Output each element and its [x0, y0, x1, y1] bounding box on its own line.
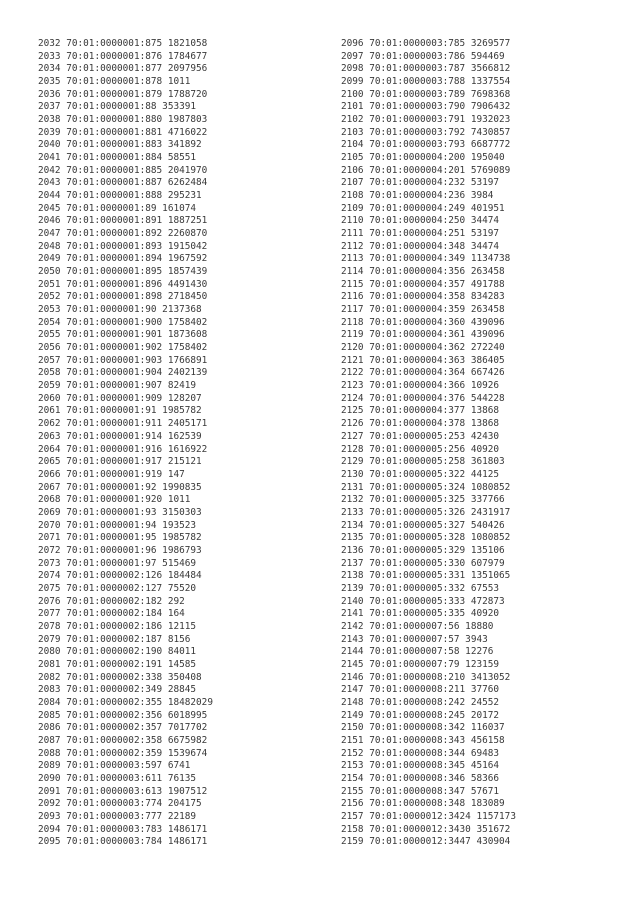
- record-row: 2107 70:01:0000004:232 53197: [341, 177, 500, 189]
- record-row: 2124 70:01:0000004:376 544228: [341, 392, 505, 404]
- record-row: 2104 70:01:0000003:793 6687772: [341, 139, 511, 151]
- record-row: 2089 70:01:0000003:597 6741: [38, 760, 191, 772]
- record-row: 2156 70:01:0000008:348 183089: [341, 798, 505, 810]
- record-row: 2042 70:01:0000001:885 2041970: [38, 164, 208, 176]
- record-row: 2054 70:01:0000001:900 1758402: [38, 316, 208, 328]
- record-row: 2045 70:01:0000001:89 161074: [38, 202, 197, 214]
- record-row: 2059 70:01:0000001:907 82419: [38, 380, 197, 392]
- record-row: 2119 70:01:0000004:361 439096: [341, 329, 505, 341]
- record-row: 2051 70:01:0000001:896 4491430: [38, 278, 208, 290]
- record-row: 2083 70:01:0000002:349 28845: [38, 684, 197, 696]
- record-row: 2061 70:01:0000001:91 1985782: [38, 405, 202, 417]
- record-row: 2040 70:01:0000001:883 341892: [38, 139, 202, 151]
- record-row: 2079 70:01:0000002:187 8156: [38, 633, 191, 645]
- record-row: 2080 70:01:0000002:190 84011: [38, 646, 197, 658]
- record-row: 2094 70:01:0000003:783 1486171: [38, 823, 208, 835]
- record-row: 2137 70:01:0000005:330 607979: [341, 557, 505, 569]
- record-row: 2106 70:01:0000004:201 5769089: [341, 164, 511, 176]
- record-row: 2125 70:01:0000004:377 13868: [341, 405, 500, 417]
- record-row: 2143 70:01:0000007:57 3943: [341, 633, 488, 645]
- record-row: 2127 70:01:0000005:253 42430: [341, 430, 500, 442]
- record-row: 2050 70:01:0000001:895 1857439: [38, 266, 208, 278]
- record-row: 2038 70:01:0000001:880 1987803: [38, 114, 208, 126]
- record-row: 2155 70:01:0000008:347 57671: [341, 785, 500, 797]
- record-row: 2075 70:01:0000002:127 75520: [38, 582, 197, 594]
- record-row: 2126 70:01:0000004:378 13868: [341, 418, 500, 430]
- record-row: 2068 70:01:0000001:920 1011: [38, 494, 191, 506]
- record-row: 2043 70:01:0000001:887 6262484: [38, 177, 208, 189]
- record-row: 2158 70:01:0000012:3430 351672: [341, 823, 511, 835]
- record-row: 2134 70:01:0000005:327 540426: [341, 519, 505, 531]
- record-row: 2069 70:01:0000001:93 3150303: [38, 506, 202, 518]
- record-row: 2149 70:01:0000008:245 20172: [341, 709, 500, 721]
- record-row: 2077 70:01:0000002:184 164: [38, 608, 185, 620]
- record-row: 2073 70:01:0000001:97 515469: [38, 557, 197, 569]
- record-row: 2095 70:01:0000003:784 1486171: [38, 836, 208, 848]
- record-row: 2128 70:01:0000005:256 40920: [341, 443, 500, 455]
- record-row: 2117 70:01:0000004:359 263458: [341, 304, 505, 316]
- record-row: 2100 70:01:0000003:789 7698368: [341, 88, 511, 100]
- record-row: 2151 70:01:0000008:343 456158: [341, 734, 505, 746]
- record-row: 2032 70:01:0000001:875 1821058: [38, 38, 208, 49]
- record-row: 2058 70:01:0000001:904 2402139: [38, 367, 208, 379]
- record-row: 2090 70:01:0000003:611 76135: [38, 772, 197, 784]
- record-row: 2105 70:01:0000004:200 195040: [341, 152, 505, 164]
- record-row: 2063 70:01:0000001:914 162539: [38, 430, 202, 442]
- record-row: 2154 70:01:0000008:346 58366: [341, 772, 500, 784]
- record-row: 2082 70:01:0000002:338 350408: [38, 671, 202, 683]
- record-row: 2062 70:01:0000001:911 2405171: [38, 418, 208, 430]
- record-row: 2102 70:01:0000003:791 1932023: [341, 114, 511, 126]
- record-row: 2147 70:01:0000008:211 37760: [341, 684, 500, 696]
- record-row: 2076 70:01:0000002:182 292: [38, 595, 185, 607]
- record-row: 2074 70:01:0000002:126 184484: [38, 570, 202, 582]
- record-row: 2047 70:01:0000001:892 2260870: [38, 228, 208, 240]
- record-row: 2150 70:01:0000008:342 116037: [341, 722, 505, 734]
- right-column: [341, 38, 516, 849]
- record-row: 2133 70:01:0000005:326 2431917: [341, 506, 511, 518]
- record-row: 2130 70:01:0000005:322 44125: [341, 468, 500, 480]
- record-row: 2057 70:01:0000001:903 1766891: [38, 354, 208, 366]
- record-row: 2108 70:01:0000004:236 3984: [341, 190, 494, 202]
- record-row: 2044 70:01:0000001:888 295231: [38, 190, 202, 202]
- record-row: 2123 70:01:0000004:366 10926: [341, 380, 500, 392]
- record-row: 2088 70:01:0000002:359 1539674: [38, 747, 208, 759]
- record-row: 2111 70:01:0000004:251 53197: [341, 228, 500, 240]
- record-row: 2093 70:01:0000003:777 22189: [38, 810, 197, 822]
- record-row: 2097 70:01:0000003:786 594469: [341, 50, 505, 62]
- record-row: 2065 70:01:0000001:917 215121: [38, 456, 202, 468]
- record-row: 2039 70:01:0000001:881 4716022: [38, 126, 208, 138]
- record-row: 2113 70:01:0000004:349 1134738: [341, 253, 511, 265]
- record-row: 2140 70:01:0000005:333 472873: [341, 595, 505, 607]
- record-row: 2052 70:01:0000001:898 2718450: [38, 291, 208, 303]
- record-row: 2145 70:01:0000007:79 123159: [341, 658, 500, 670]
- record-row: 2122 70:01:0000004:364 667426: [341, 367, 505, 379]
- record-row: 2064 70:01:0000001:916 1616922: [38, 443, 208, 455]
- record-row: 2091 70:01:0000003:613 1907512: [38, 785, 208, 797]
- record-row: 2092 70:01:0000003:774 204175: [38, 798, 202, 810]
- record-row: 2110 70:01:0000004:250 34474: [341, 215, 500, 227]
- record-row: 2148 70:01:0000008:242 24552: [341, 696, 500, 708]
- record-row: 2085 70:01:0000002:356 6018995: [38, 709, 208, 721]
- record-row: 2141 70:01:0000005:335 40920: [341, 608, 500, 620]
- record-row: 2135 70:01:0000005:328 1080852: [341, 532, 511, 544]
- record-row: 2101 70:01:0000003:790 7906432: [341, 101, 511, 113]
- record-row: 2048 70:01:0000001:893 1915042: [38, 240, 208, 252]
- record-row: 2146 70:01:0000008:210 3413052: [341, 671, 511, 683]
- record-row: 2034 70:01:0000001:877 2097956: [38, 63, 208, 75]
- record-row: 2131 70:01:0000005:324 1080852: [341, 481, 511, 493]
- record-row: 2087 70:01:0000002:358 6675982: [38, 734, 208, 746]
- record-row: 2078 70:01:0000002:186 12115: [38, 620, 197, 632]
- record-row: 2067 70:01:0000001:92 1990835: [38, 481, 202, 493]
- record-row: 2053 70:01:0000001:90 2137368: [38, 304, 202, 316]
- record-row: 2153 70:01:0000008:345 45164: [341, 760, 500, 772]
- record-row: 2152 70:01:0000008:344 69483: [341, 747, 500, 759]
- record-row: 2081 70:01:0000002:191 14585: [38, 658, 197, 670]
- record-row: 2115 70:01:0000004:357 491788: [341, 278, 505, 290]
- record-row: 2132 70:01:0000005:325 337766: [341, 494, 505, 506]
- record-row: 2138 70:01:0000005:331 1351065: [341, 570, 511, 582]
- record-row: 2099 70:01:0000003:788 1337554: [341, 76, 511, 88]
- record-row: 2049 70:01:0000001:894 1967592: [38, 253, 208, 265]
- record-row: 2098 70:01:0000003:787 3566812: [341, 63, 511, 75]
- record-row: 2096 70:01:0000003:785 3269577: [341, 38, 511, 49]
- record-row: 2035 70:01:0000001:878 1011: [38, 76, 191, 88]
- record-row: 2112 70:01:0000004:348 34474: [341, 240, 500, 252]
- record-row: 2120 70:01:0000004:362 272240: [341, 342, 505, 354]
- record-row: 2136 70:01:0000005:329 135106: [341, 544, 505, 556]
- record-row: 2116 70:01:0000004:358 834283: [341, 291, 505, 303]
- record-row: 2144 70:01:0000007:58 12276: [341, 646, 494, 658]
- record-row: 2121 70:01:0000004:363 386405: [341, 354, 505, 366]
- record-row: 2070 70:01:0000001:94 193523: [38, 519, 197, 531]
- record-row: 2114 70:01:0000004:356 263458: [341, 266, 505, 278]
- record-row: 2142 70:01:0000007:56 18880: [341, 620, 494, 632]
- record-row: 2103 70:01:0000003:792 7430857: [341, 126, 511, 138]
- record-row: 2060 70:01:0000001:909 128207: [38, 392, 202, 404]
- record-row: 2055 70:01:0000001:901 1873608: [38, 329, 208, 341]
- record-row: 2084 70:01:0000002:355 18482029: [38, 696, 213, 708]
- record-row: 2086 70:01:0000002:357 7017702: [38, 722, 208, 734]
- record-row: 2118 70:01:0000004:360 439096: [341, 316, 505, 328]
- record-row: 2129 70:01:0000005:258 361803: [341, 456, 505, 468]
- record-row: 2071 70:01:0000001:95 1985782: [38, 532, 202, 544]
- record-row: 2109 70:01:0000004:249 401951: [341, 202, 505, 214]
- record-row: 2157 70:01:0000012:3424 1157173: [341, 810, 516, 822]
- record-row: 2139 70:01:0000005:332 67553: [341, 582, 500, 594]
- record-row: 2036 70:01:0000001:879 1788720: [38, 88, 208, 100]
- left-column: [38, 38, 213, 849]
- record-row: 2159 70:01:0000012:3447 430904: [341, 836, 511, 848]
- record-row: 2046 70:01:0000001:891 1887251: [38, 215, 208, 227]
- record-row: 2033 70:01:0000001:876 1784677: [38, 50, 208, 62]
- record-row: 2072 70:01:0000001:96 1986793: [38, 544, 202, 556]
- record-row: 2066 70:01:0000001:919 147: [38, 468, 185, 480]
- record-row: 2056 70:01:0000001:902 1758402: [38, 342, 208, 354]
- record-row: 2041 70:01:0000001:884 58551: [38, 152, 197, 164]
- record-row: 2037 70:01:0000001:88 353391: [38, 101, 197, 113]
